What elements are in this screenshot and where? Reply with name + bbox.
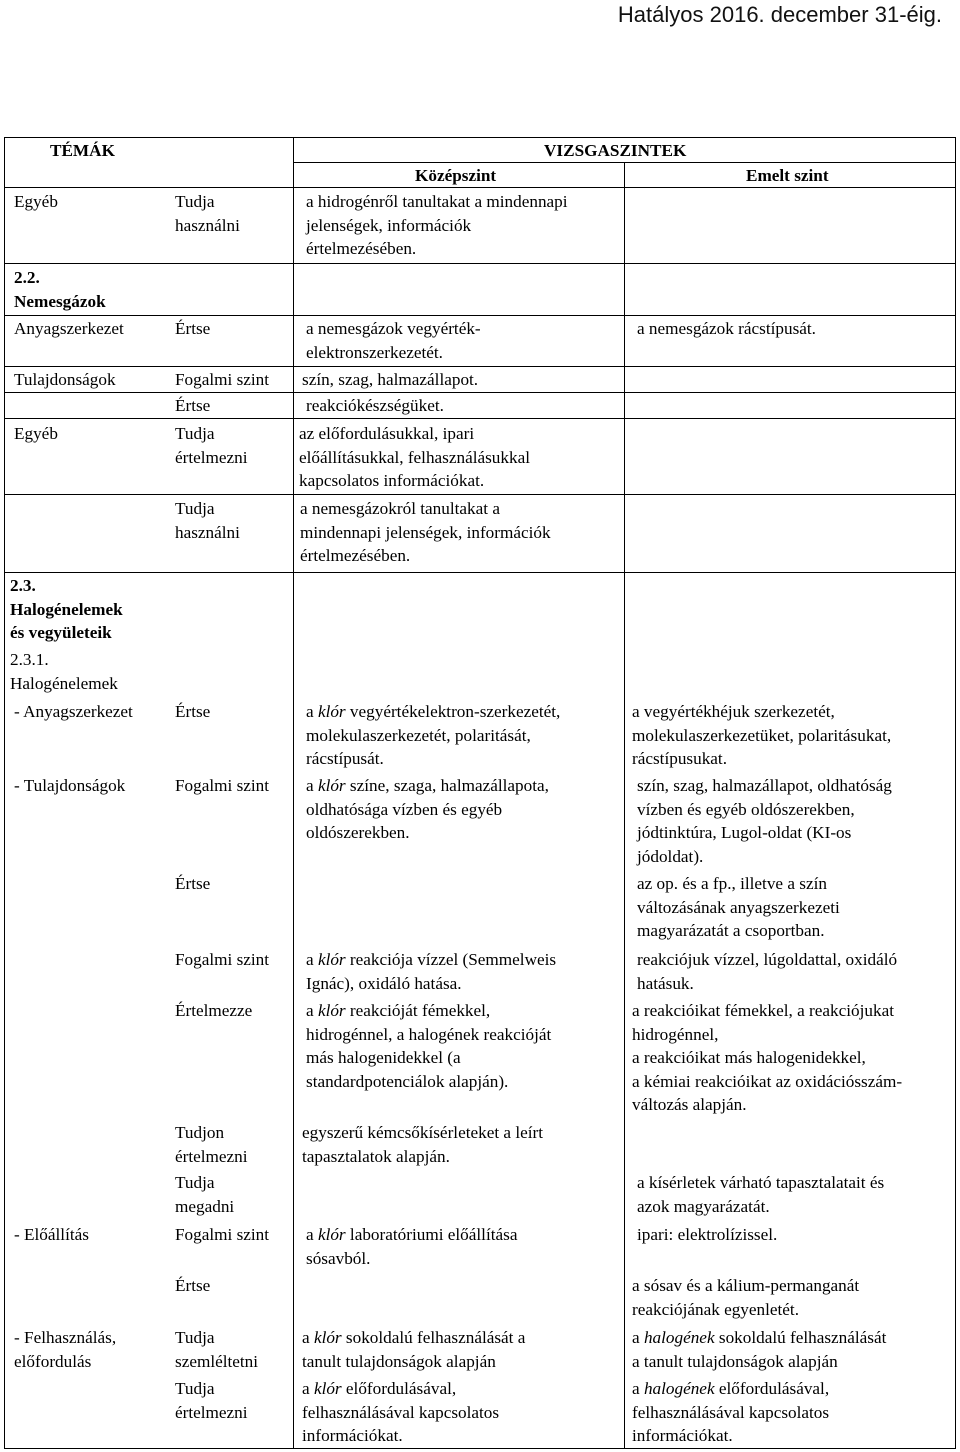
high-level-cell: a reakcióikat fémekkel, a reakciójukat hidrogénnel, a reakcióikat más halogenidekkel, a kémiai reakcióikat az oxidációsszám- változás alapján. bbox=[632, 1001, 903, 1115]
mid-level-cell: a klór színe, szaga, halmazállapota, oldhatósága vízben és egyéb oldószerekben. bbox=[306, 776, 549, 843]
mid-level-cell: a klór sokoldalú felhasználását a tanult tulajdonságok alapján bbox=[302, 1328, 526, 1371]
topic-cell: - Tulajdonságok bbox=[14, 776, 126, 795]
mid-level-cell: a klór laboratóriumi előállítása sósavból. bbox=[306, 1225, 518, 1268]
high-level-cell: ipari: elektrolízissel. bbox=[637, 1225, 778, 1244]
mid-level-header: Középszint bbox=[415, 166, 497, 185]
topic-cell: Egyéb bbox=[14, 192, 58, 211]
requirement-cell: Értse bbox=[175, 319, 211, 338]
requirement-cell: Értelmezze bbox=[175, 1001, 253, 1020]
section-heading: 2.2. Nemesgázok bbox=[14, 268, 106, 311]
high-level-cell: a halogének sokoldalú felhasználását a tanult tulajdonságok alapján bbox=[632, 1328, 887, 1371]
mid-level-cell: a nemesgázok vegyérték- elektronszerkezetét. bbox=[306, 319, 481, 362]
topic-cell: - Felhasználás, előfordulás bbox=[14, 1328, 117, 1371]
high-level-cell: a halogének előfordulásával, felhasználásával kapcsolatos információkat. bbox=[632, 1379, 830, 1446]
requirement-cell: Tudja használni bbox=[175, 499, 240, 542]
requirement-cell: Fogalmi szint bbox=[175, 776, 270, 795]
requirement-cell: Tudja értelmezni bbox=[175, 1379, 248, 1422]
requirement-cell: Értse bbox=[175, 702, 211, 721]
validity-header: Hatályos 2016. december 31-éig. bbox=[617, 2, 942, 27]
topic-cell: - Előállítás bbox=[14, 1225, 89, 1244]
high-level-cell: reakciójuk vízzel, lúgoldattal, oxidáló hatásuk. bbox=[637, 950, 898, 993]
high-level-cell: az op. és a fp., illetve a szín változásának anyagszerkezeti magyarázatát a csoportban. bbox=[637, 874, 840, 941]
requirement-cell: Értse bbox=[175, 874, 211, 893]
requirement-cell: Fogalmi szint bbox=[175, 950, 270, 969]
mid-level-cell: a nemesgázokról tanultakat a mindennapi jelenségek, információk értelmezésében. bbox=[300, 499, 551, 566]
mid-level-cell: reakciókészségüket. bbox=[306, 396, 444, 415]
high-level-cell: a sósav és a kálium-permanganát reakciójának egyenletét. bbox=[632, 1276, 860, 1319]
topic-cell: Anyagszerkezet bbox=[14, 319, 124, 338]
requirement-cell: Tudja szemléltetni bbox=[175, 1328, 259, 1371]
high-level-cell: a vegyértékhéjuk szerkezetét, molekulaszerkezetüket, polaritásukat, rácstípusukat. bbox=[632, 702, 892, 769]
section-heading: 2.3. Halogénelemek és vegyületeik bbox=[10, 576, 123, 643]
requirement-cell: Fogalmi szint bbox=[175, 1225, 270, 1244]
mid-level-cell: szín, szag, halmazállapot. bbox=[302, 370, 479, 389]
requirement-cell: Tudja használni bbox=[175, 192, 240, 235]
high-level-header: Emelt szint bbox=[746, 166, 829, 185]
mid-level-cell: egyszerű kémcsőkísérleteket a leírt tapasztalatok alapján. bbox=[302, 1123, 543, 1166]
mid-level-cell: a klór reakciója vízzel (Semmelweis Ignác), oxidáló hatása. bbox=[306, 950, 557, 993]
topic-cell: - Anyagszerkezet bbox=[14, 702, 133, 721]
requirement-cell: Tudja értelmezni bbox=[175, 424, 248, 467]
high-level-cell: a nemesgázok rácstípusát. bbox=[637, 319, 816, 338]
requirement-cell: Értse bbox=[175, 396, 211, 415]
requirement-cell: Tudjon értelmezni bbox=[175, 1123, 248, 1166]
high-level-cell: a kísérletek várható tapasztalatait és azok magyarázatát. bbox=[637, 1173, 885, 1216]
mid-level-cell: a klór reakcióját fémekkel, hidrogénnel, a halogének reakcióját más halogenidekkel (a standardpotenciálok alapján). bbox=[306, 1001, 552, 1091]
topic-cell: Egyéb bbox=[14, 424, 58, 443]
levels-header: VIZSGASZINTEK bbox=[544, 141, 687, 160]
requirement-cell: Fogalmi szint bbox=[175, 370, 270, 389]
high-level-cell: szín, szag, halmazállapot, oldhatóság vízben és egyéb oldószerekben, jódtinktúra, Lugol-oldat (KI-os jódoldat). bbox=[637, 776, 892, 866]
mid-level-cell: a klór vegyértékelektron-szerkezetét, molekulaszerkezetét, polaritását, rácstípusát. bbox=[306, 702, 561, 769]
requirement-cell: Tudja megadni bbox=[175, 1173, 235, 1216]
topics-header: TÉMÁK bbox=[50, 141, 115, 160]
mid-level-cell: az előfordulásukkal, ipari előállításukkal, felhasználásukkal kapcsolatos információkat. bbox=[299, 424, 530, 491]
topic-cell: Tulajdonságok bbox=[14, 370, 116, 389]
mid-level-cell: a klór előfordulásával, felhasználásával kapcsolatos információkat. bbox=[302, 1379, 500, 1446]
subsection-heading: 2.3.1. Halogénelemek bbox=[10, 650, 118, 693]
requirement-cell: Értse bbox=[175, 1276, 211, 1295]
mid-level-cell: a hidrogénről tanultakat a mindennapi jelenségek, információk értelmezésében. bbox=[306, 192, 568, 259]
